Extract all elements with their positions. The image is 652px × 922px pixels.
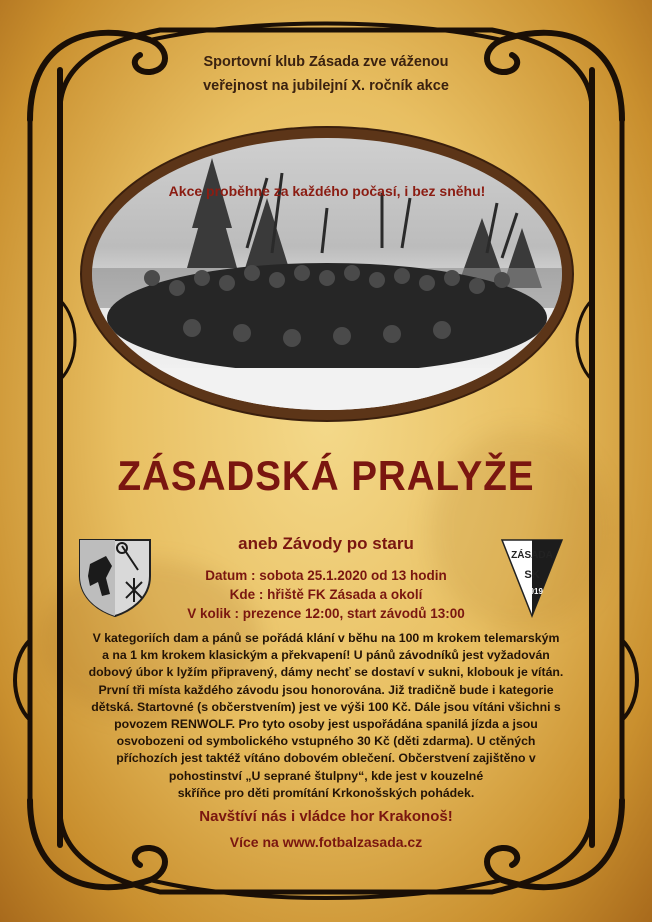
description-line: dětská. Startovné (s občerstvením) jest ve výši 100 Kč. Dále jsou vítáni všichni s (91, 699, 561, 714)
event-subtitle: aneb Závody po staru (238, 534, 414, 553)
club-logo-icon (496, 536, 568, 620)
description-line: povozem RENWOLF. Pro tyto osoby jest uspořádána spanilá jízda a jsou (114, 717, 538, 732)
photo-banner: Akce proběhne za každého počasí, i bez sněhu! (168, 183, 486, 199)
description-line: V kategoriích dam a pánů se pořádá klání v běhu na 100 m krokem telemarským (92, 631, 560, 645)
description-line: dobový úbor k lyžím připravený, dámy nechť se dostaví v sukni, klobouk je vítán. (88, 665, 564, 680)
description-line: a na 1 km krokem klasickým a překvapení! U pánů závodníků jest vyžadován (102, 648, 550, 663)
website-link[interactable]: Více na www.fotbalzasada.cz (229, 834, 423, 850)
photo-frame (82, 128, 572, 420)
intro-line-2: veřejnost na jubilejní X. ročník akce (203, 78, 449, 94)
winter-scene-illustration (92, 138, 562, 410)
logo-abbr: SK (524, 569, 540, 581)
logo-name: ZÁSADA (511, 550, 553, 561)
intro-line-1: Sportovní klub Zásada zve váženou (203, 54, 449, 70)
event-description (68, 630, 584, 802)
event-title: ZÁSADSKÁ PRALYŽE (117, 452, 535, 499)
group-photo (92, 138, 562, 410)
description-line: pohostinství „U seprané štulpny“, kde jest v kouzelné (168, 768, 484, 783)
event-place: Kde : hřiště FK Zásada a okolí (229, 587, 423, 602)
event-date: Datum : sobota 25.1.2020 od 13 hodin (205, 568, 447, 583)
event-time: V kolik : prezence 12:00, start závodů 13:00 (187, 606, 465, 621)
krakonos-visit: Navštíví nás i vládce hor Krakonoš! (199, 808, 453, 825)
description-line: osvobozeni od symbolického vstupného 30 Kč (děti zdarma). U ctěných (116, 734, 536, 749)
description-line: První tři místa každého závodu jsou honorována. Již tradičně bude i kategorie (98, 682, 554, 697)
coat-of-arms-icon (76, 534, 154, 618)
intro-text (130, 50, 522, 98)
description-line: příchozích jest taktéž vítáno dobovém oblečení. Občerstvení zajištěno v (116, 751, 536, 766)
event-details (150, 566, 502, 623)
description-line: skříňce pro děti promítání Krkonošských pohádek. (177, 785, 475, 800)
logo-year: 1919 (525, 587, 543, 596)
